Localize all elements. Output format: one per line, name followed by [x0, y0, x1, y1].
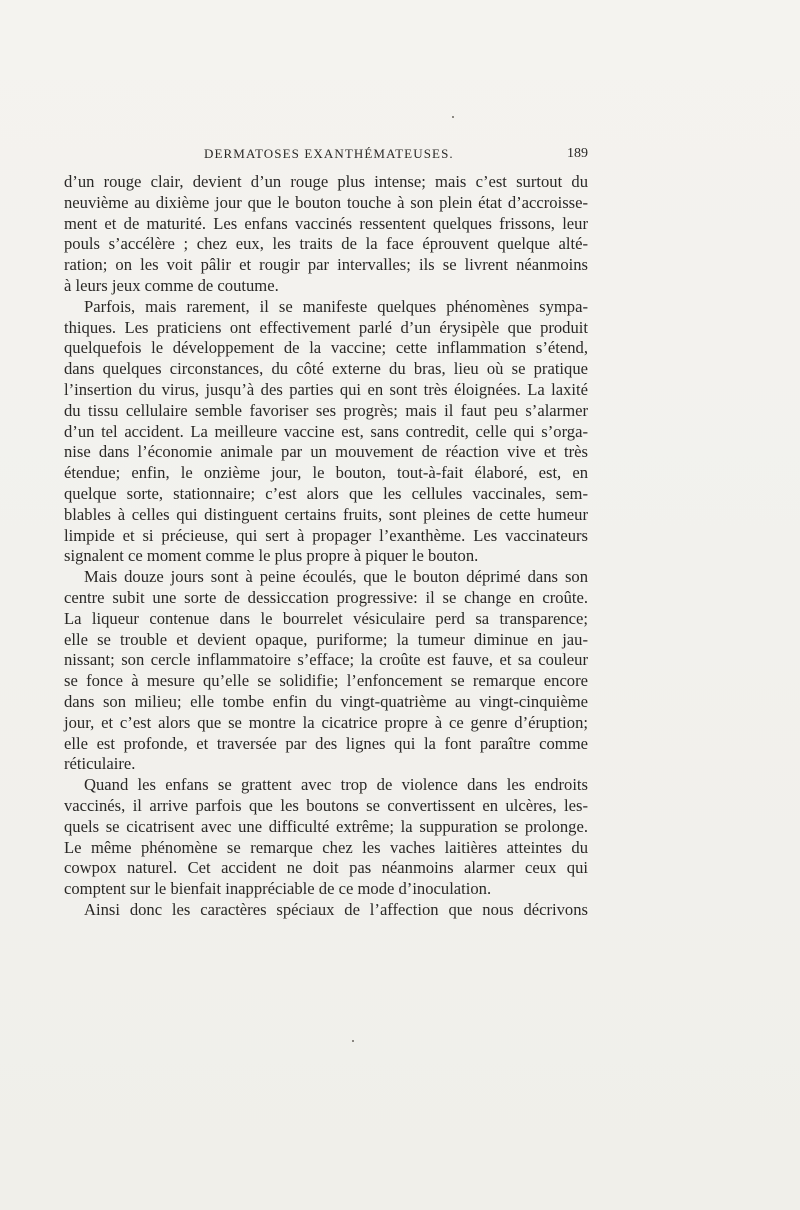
text-line: dans son milieu; elle tombe enfin du vingt-quatrième au vingt-cinquième	[64, 691, 588, 711]
text-line: d’un tel accident. La meilleure vaccine est, sans contredit, celle qui s’orga-	[64, 421, 588, 441]
text-line: d’un rouge clair, devient d’un rouge plus intense; mais c’est surtout du	[64, 172, 588, 191]
body-text	[64, 172, 588, 921]
paper-speck	[352, 1040, 354, 1042]
text-line: thiques. Les praticiens ont effectivement parlé d’un érysipèle que produit	[64, 317, 588, 337]
text-line: réticulaire.	[64, 754, 136, 774]
text-line: cowpox naturel. Cet accident ne doit pas néanmoins alarmer ceux qui	[64, 858, 588, 878]
text-line: elle est profonde, et traversée par des lignes qui la font paraître comme	[64, 733, 588, 753]
page-header	[64, 146, 588, 166]
text-line: Mais douze jours sont à peine écoulés, que le bouton déprimé dans son	[84, 567, 588, 587]
text-line: étendue; enfin, le onzième jour, le bouton, tout-à-fait élaboré, est, en	[64, 463, 588, 483]
text-line: se fonce à mesure qu’elle se solidifie; l’enfoncement se remarque encore	[64, 671, 588, 691]
text-line: comptent sur le bienfait inappréciable de ce mode d’inoculation.	[64, 879, 492, 899]
text-line: pouls s’accélère ; chez eux, les traits de la face éprouvent quelque alté-	[64, 234, 588, 254]
text-line: limpide et si précieuse, qui sert à propager l’exanthème. Les vaccinateurs	[64, 525, 588, 545]
text-line: Parfois, mais rarement, il se manifeste quelques phénomènes sympa-	[84, 296, 588, 316]
text-line: jour, et c’est alors que se montre la cicatrice propre à ce genre d’éruption;	[64, 712, 588, 732]
text-line: blables à celles qui distinguent certains fruits, sont pleines de cette humeur	[64, 504, 588, 524]
text-line: quels se cicatrisent avec une difficulté extrême; la suppuration se prolonge.	[64, 816, 588, 836]
text-line: du tissu cellulaire semble favoriser ses progrès; mais il faut peu s’alarmer	[64, 400, 588, 420]
text-line: Ainsi donc les caractères spéciaux de l’affection que nous décrivons	[84, 899, 588, 919]
text-line: à leurs jeux comme de coutume.	[64, 275, 279, 295]
text-line: Quand les enfans se grattent avec trop de violence dans les endroits	[84, 775, 588, 795]
page-number: 189	[567, 146, 588, 161]
text-line: Le même phénomène se remarque chez les vaches laitières atteintes du	[64, 837, 588, 857]
text-line: ration; on les voit pâlir et rougir par intervalles; ils se livrent néanmoins	[64, 255, 588, 275]
text-line: quelque sorte, stationnaire; c’est alors que les cellules vaccinales, sem-	[64, 483, 588, 503]
text-line: ment et de maturité. Les enfans vaccinés ressentent quelques frissons, leur	[64, 213, 588, 233]
text-line: l’insertion du virus, jusqu’à des parties qui en sont très éloignées. La laxité	[64, 379, 588, 399]
text-line: nise dans l’économie animale par un mouvement de réaction vive et très	[64, 442, 588, 462]
text-line: quelquefois le développement de la vaccine; cette inflammation s’étend,	[64, 338, 588, 358]
text-line: nissant; son cercle inflammatoire s’efface; la croûte est fauve, et sa couleur	[64, 650, 588, 670]
text-line: centre subit une sorte de dessiccation progressive: il se change en croûte.	[64, 587, 588, 607]
text-line: La liqueur contenue dans le bourrelet vésiculaire perd sa transparence;	[64, 608, 588, 628]
running-title: DERMATOSES EXANTHÉMATEUSES.	[204, 146, 454, 161]
text-line: dans quelques circonstances, du côté externe du bras, lieu où se pratique	[64, 359, 588, 379]
text-line: neuvième au dixième jour que le bouton touche à son plein état d’accroisse-	[64, 192, 588, 212]
text-line: vaccinés, il arrive parfois que les boutons se convertissent en ulcères, les-	[64, 795, 588, 815]
text-line: signalent ce moment comme le plus propre à piquer le bouton.	[64, 546, 479, 566]
paper-speck	[452, 116, 454, 118]
text-line: elle se trouble et devient opaque, puriforme; la tumeur diminue en jau-	[64, 629, 588, 649]
